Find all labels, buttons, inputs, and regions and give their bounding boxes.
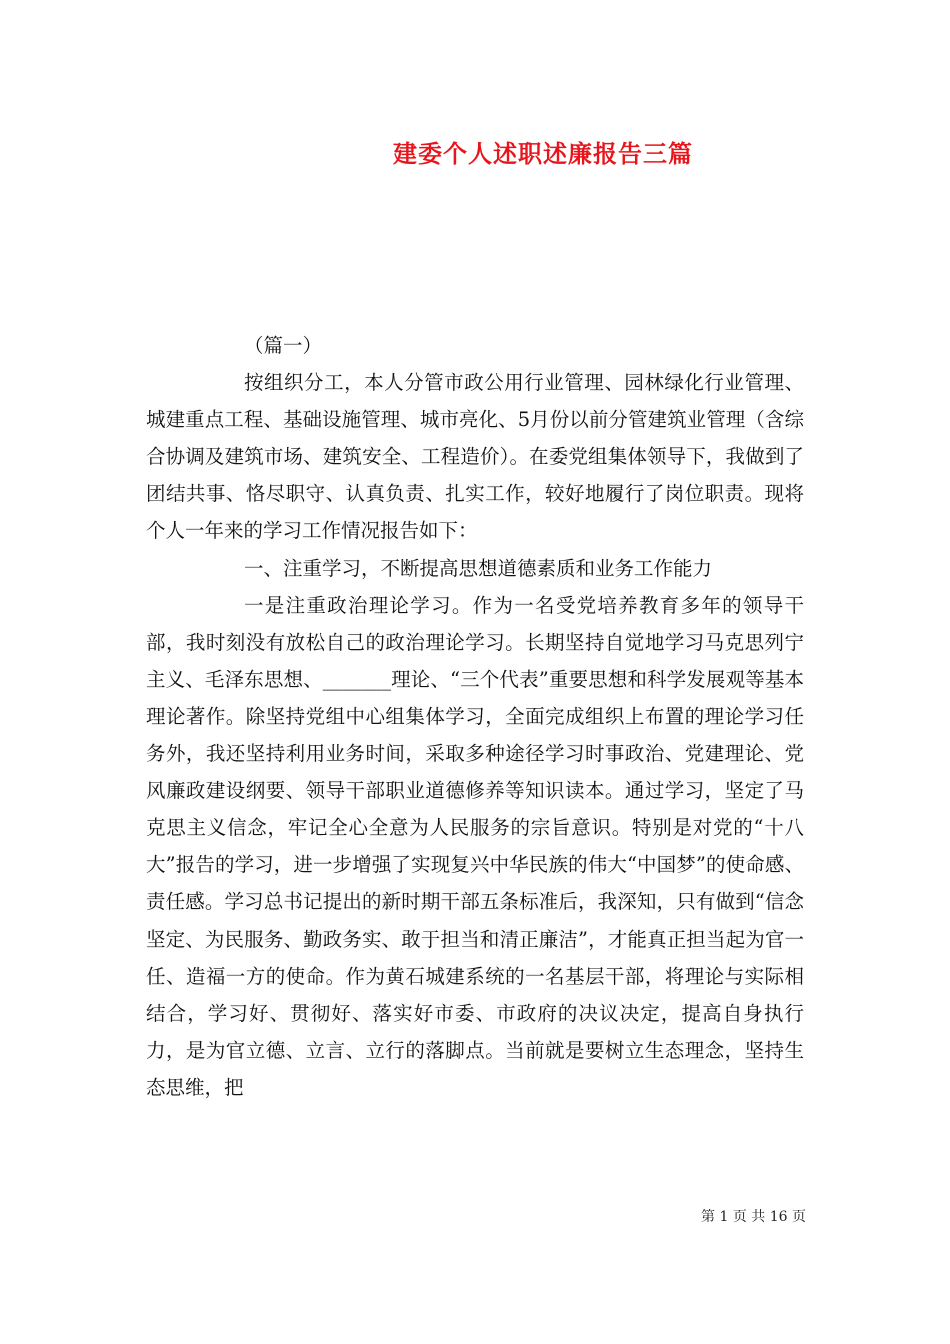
page-number: 第 1 页 共 16 页 — [701, 1209, 806, 1225]
paragraph-intro: 按组织分工，本人分管市政公用行业管理、园林绿化行业管理、城建重点工程、基础设施管理、城市亮化、5月份以前分管建筑业管理（含综合协调及建筑市场、建筑安全、工程造价）。在委党组集体领导下，我做到了团结共事、恪尽职守、认真负责、扎实工作，较好地履行了岗位职责。现将个人一年来的学习工作情况报告如下： — [146, 371, 804, 543]
section-label: （篇一） — [244, 334, 323, 357]
document-title: 建委个人述职述廉报告三篇 — [393, 139, 693, 168]
paragraph-political-study: 一是注重政治理论学习。作为一名受党培养教育多年的领导干部，我时刻没有放松自己的政治理论学习。长期坚持自觉地学习马克思列宁主义、毛泽东思想、_______理论、“三个代表”重要思想和科学发展观等基本理论著作。除坚持党组中心组集体学习，全面完成组织上布置的理论学习任务外，我还坚持利用业务时间，采取多种途径学习时事政治、党建理论、党风廉政建设纲要、领导干部职业道德修养等知识读本。通过学习，坚定了马克思主义信念，牢记全心全意为人民服务的宗旨意识。特别是对党的“十八大”报告的学习，进一步增强了实现复兴中华民族的伟大“中国梦”的使命感、责任感。学习总书记提出的新时期干部五条标准后，我深知，只有做到“信念坚定、为民服务、勤政务实、敢于担当和清正廉洁”，才能真正担当起为官一任、造福一方的使命。作为黄石城建系统的一名基层干部，将理论与实际相结合，学习好、贯彻好、落实好市委、市政府的决议决定，提高自身执行力，是为官立德、立言、立行的落脚点。当前就是要树立生态理念，坚持生态思维，把 — [146, 593, 804, 1099]
section-heading-1: 一、注重学习，不断提高思想道德素质和业务工作能力 — [244, 556, 713, 580]
document-body — [146, 327, 804, 1106]
